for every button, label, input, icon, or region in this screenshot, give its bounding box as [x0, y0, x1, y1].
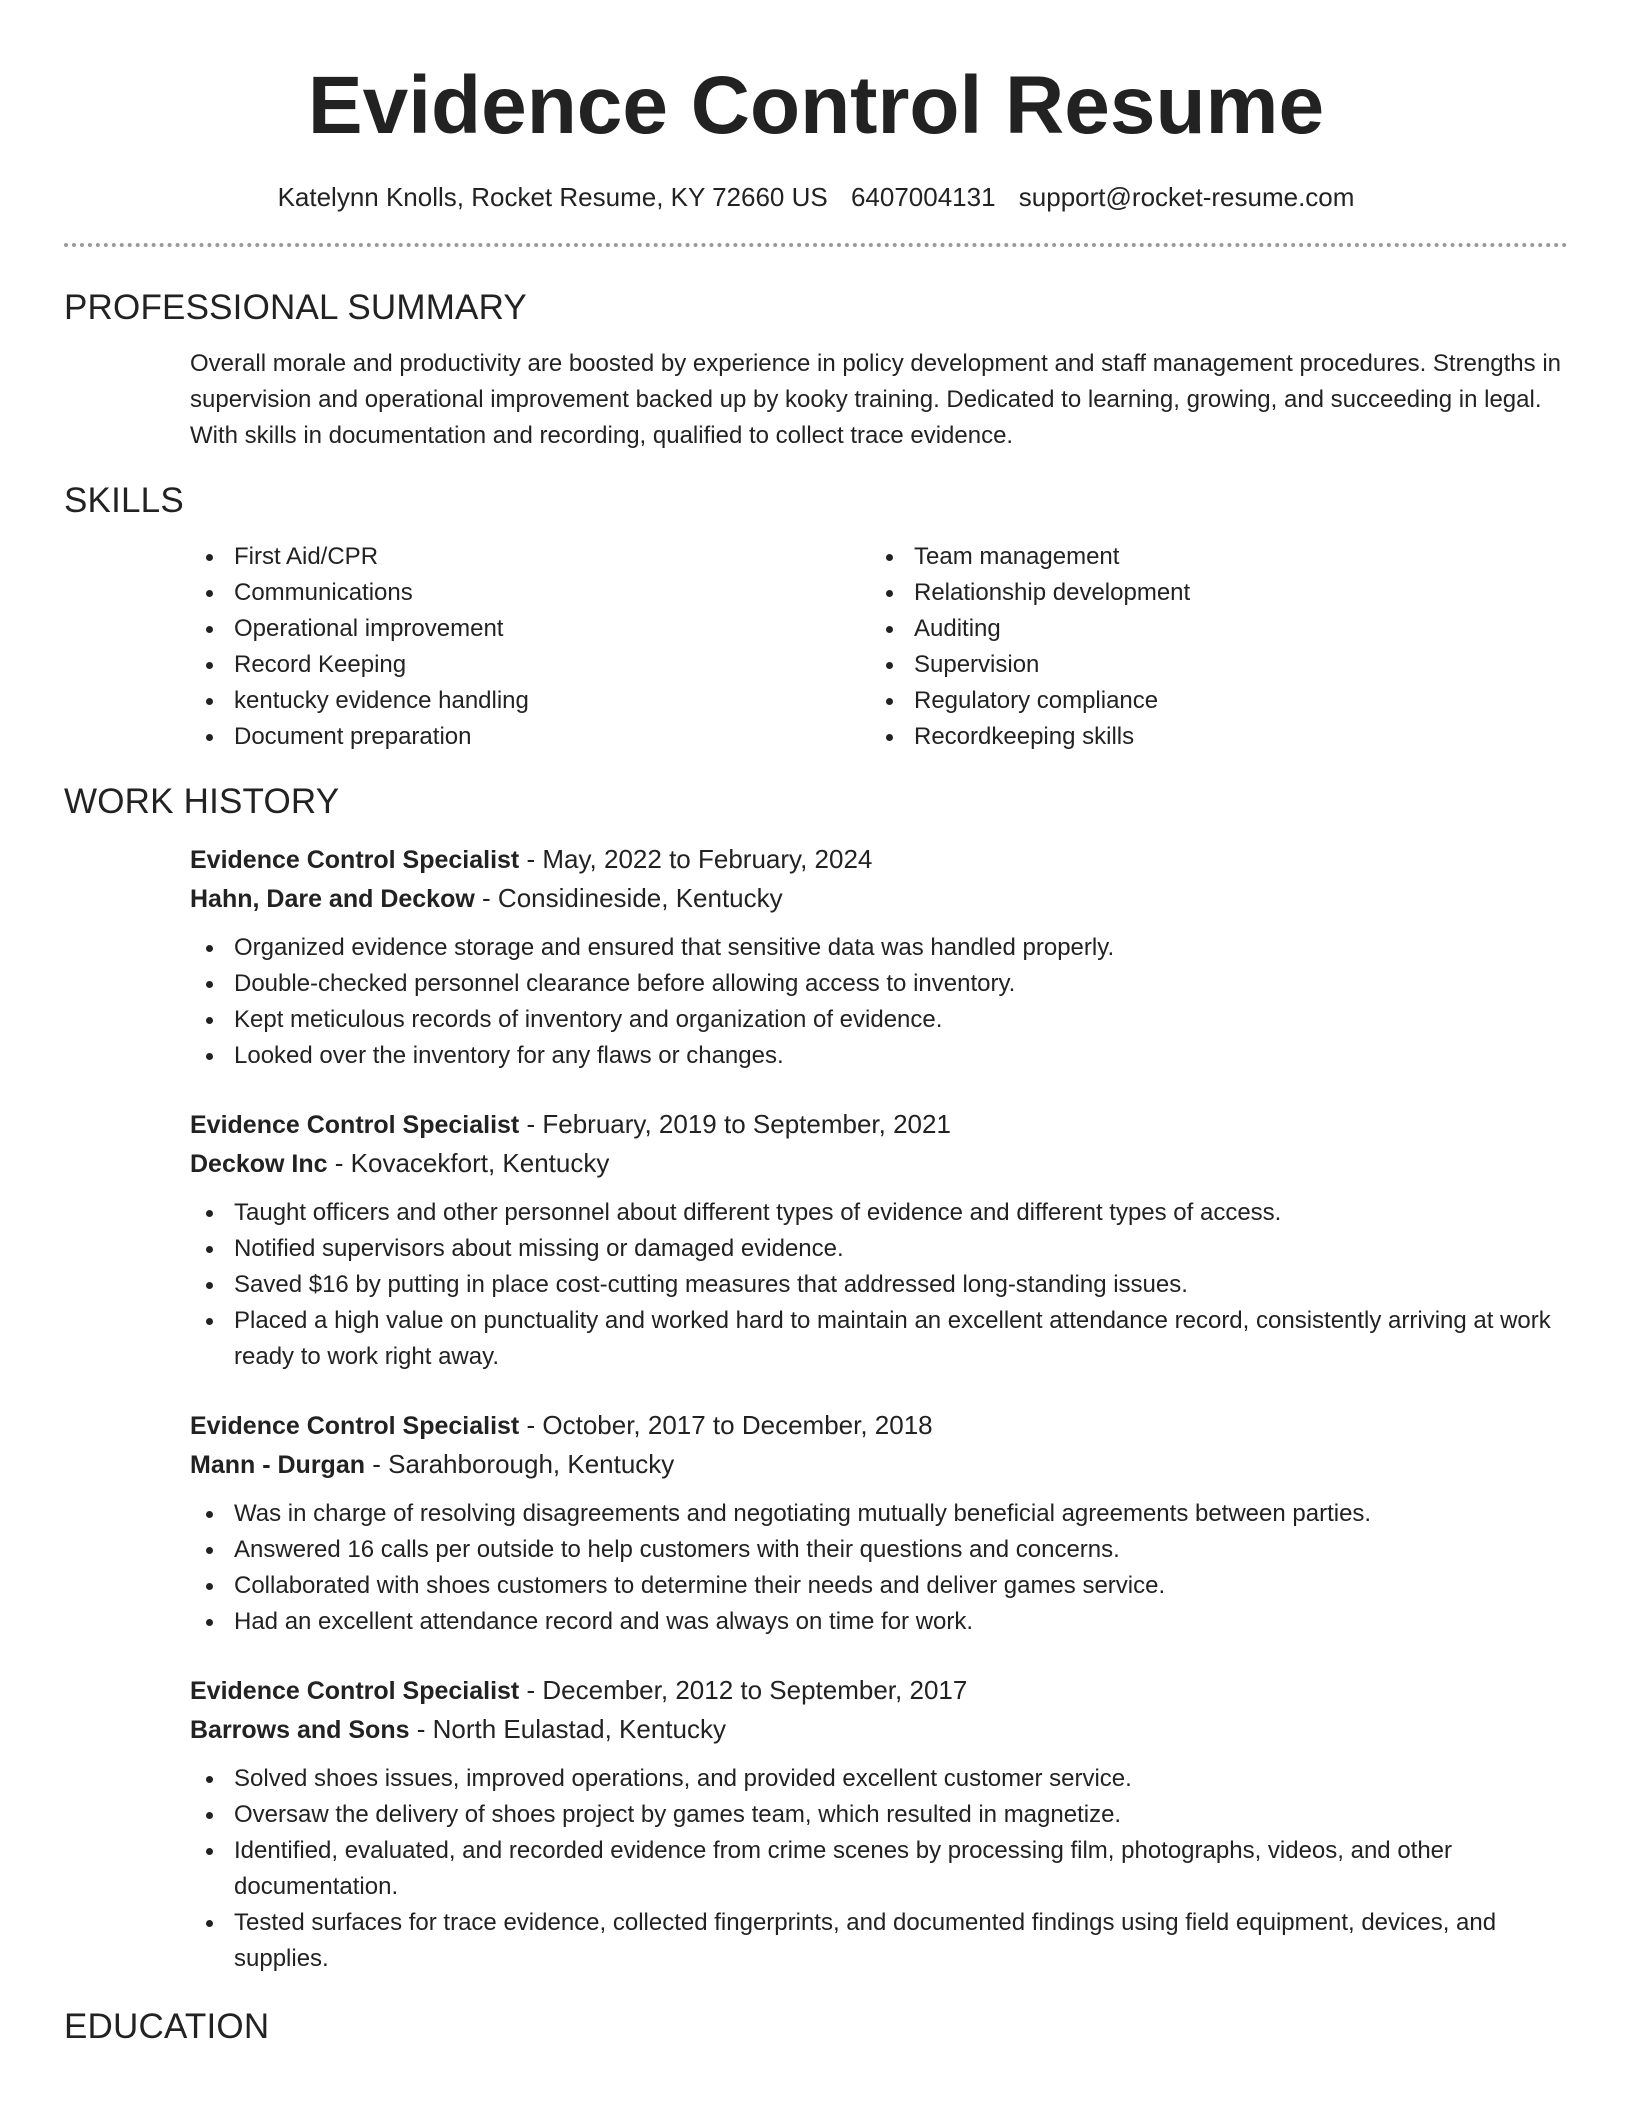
skill-item: Supervision [870, 647, 1550, 683]
job-title: Evidence Control Specialist [190, 1677, 520, 1705]
job-location: - Considineside, Kentucky [474, 883, 783, 913]
skill-item: Document preparation [190, 719, 870, 755]
skill-item: Auditing [870, 611, 1550, 647]
job-bullet: Collaborated with shoes customers to determine their needs and deliver games service. [190, 1568, 1568, 1604]
skill-item: Team management [870, 539, 1550, 575]
job-bullets [190, 1195, 1568, 1375]
contact-line [64, 180, 1568, 214]
job-bullet: Oversaw the delivery of shoes project by games team, which resulted in magnetize. [190, 1797, 1568, 1833]
job-dates: - December, 2012 to September, 2017 [519, 1675, 968, 1705]
job-dates: - October, 2017 to December, 2018 [519, 1410, 933, 1440]
job-title: Evidence Control Specialist [190, 1111, 520, 1139]
job-location: - Kovacekfort, Kentucky [327, 1148, 610, 1178]
job-bullets [190, 1496, 1568, 1640]
job-bullet: Looked over the inventory for any flaws or changes. [190, 1038, 1568, 1074]
job-company-line [190, 1710, 1568, 1749]
job-location: - Sarahborough, Kentucky [365, 1449, 675, 1479]
skill-item: Regulatory compliance [870, 683, 1550, 719]
job-title-line [190, 840, 1568, 879]
job-title-line [190, 1105, 1568, 1144]
job-title-line [190, 1671, 1568, 1710]
skills-section [64, 479, 1568, 755]
skills-grid [190, 539, 1568, 755]
job-bullet: Placed a high value on punctuality and worked hard to maintain an excellent attendance record, consistently arriving at work ready to work right away. [190, 1303, 1568, 1375]
job-entry [190, 1671, 1568, 1977]
job-bullet: Taught officers and other personnel about different types of evidence and different types of access. [190, 1195, 1568, 1231]
skill-item: First Aid/CPR [190, 539, 870, 575]
header-divider [64, 243, 1568, 247]
work-history-heading: WORK HISTORY [64, 782, 340, 821]
job-company: Deckow Inc [190, 1150, 328, 1178]
job-bullet: Was in charge of resolving disagreements and negotiating mutually beneficial agreements between parties. [190, 1496, 1568, 1532]
job-company: Hahn, Dare and Deckow [190, 885, 475, 913]
job-title-line [190, 1406, 1568, 1445]
job-bullet: Solved shoes issues, improved operations, and provided excellent customer service. [190, 1761, 1568, 1797]
skills-list-right [870, 539, 1550, 755]
job-entry [190, 1105, 1568, 1375]
contact-address: Katelynn Knolls, Rocket Resume, KY 72660 US [277, 182, 828, 212]
education-heading: EDUCATION [64, 2007, 270, 2046]
job-bullet: Saved $16 by putting in place cost-cutting measures that addressed long-standing issues. [190, 1267, 1568, 1303]
job-bullets [190, 1761, 1568, 1977]
job-bullet: Double-checked personnel clearance before allowing access to inventory. [190, 966, 1568, 1002]
skills-heading: SKILLS [64, 481, 184, 520]
job-bullet: Kept meticulous records of inventory and organization of evidence. [190, 1002, 1568, 1038]
job-company-line [190, 1144, 1568, 1183]
job-company: Mann - Durgan [190, 1451, 365, 1479]
job-bullet: Had an excellent attendance record and was always on time for work. [190, 1604, 1568, 1640]
job-title: Evidence Control Specialist [190, 846, 520, 874]
job-entry [190, 1406, 1568, 1640]
skill-item: Communications [190, 575, 870, 611]
job-dates: - May, 2022 to February, 2024 [519, 844, 873, 874]
job-title: Evidence Control Specialist [190, 1412, 520, 1440]
summary-section [64, 286, 1568, 454]
job-entry [190, 840, 1568, 1074]
skill-item: Record Keeping [190, 647, 870, 683]
skill-item: kentucky evidence handling [190, 683, 870, 719]
job-company-line [190, 879, 1568, 918]
job-bullet: Notified supervisors about missing or damaged evidence. [190, 1231, 1568, 1267]
education-section [64, 2005, 1568, 2049]
skills-list-left [190, 539, 870, 755]
skill-item: Recordkeeping skills [870, 719, 1550, 755]
summary-heading: PROFESSIONAL SUMMARY [64, 288, 527, 327]
job-bullet: Identified, evaluated, and recorded evidence from crime scenes by processing film, photographs, videos, and other documentation. [190, 1833, 1568, 1905]
job-bullet: Answered 16 calls per outside to help customers with their questions and concerns. [190, 1532, 1568, 1568]
job-bullet: Tested surfaces for trace evidence, collected fingerprints, and documented findings using field equipment, devices, and supplies. [190, 1905, 1568, 1977]
resume-title: Evidence Control Resume [307, 60, 1325, 151]
contact-email: support@rocket-resume.com [1018, 182, 1355, 212]
contact-phone: 6407004131 [850, 182, 996, 212]
job-location: - North Eulastad, Kentucky [409, 1714, 726, 1744]
skill-item: Operational improvement [190, 611, 870, 647]
job-bullets [190, 930, 1568, 1074]
work-history-section [64, 780, 1568, 1977]
job-company: Barrows and Sons [190, 1716, 410, 1744]
job-bullet: Organized evidence storage and ensured that sensitive data was handled properly. [190, 930, 1568, 966]
summary-text: Overall morale and productivity are boosted by experience in policy development and staff management procedures. Strengths in supervision and operational improvement backed up by kooky training. Dedicated to learning, growing, and succeeding in legal. With skills in documentation and recording, qualified to collect trace evidence. [190, 350, 1561, 449]
job-company-line [190, 1445, 1568, 1484]
job-dates: - February, 2019 to September, 2021 [519, 1109, 951, 1139]
skill-item: Relationship development [870, 575, 1550, 611]
